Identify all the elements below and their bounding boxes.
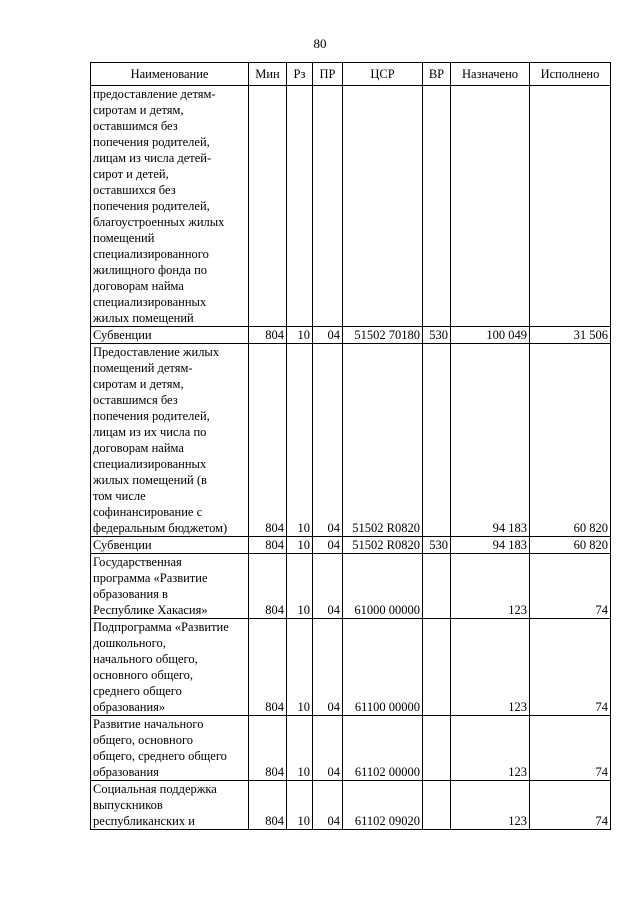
table-row <box>91 537 611 554</box>
row-executed: 60 820 <box>530 537 611 554</box>
row-csr: 51502 R0820 <box>343 344 423 537</box>
page-number: 80 <box>313 36 327 51</box>
row-rz <box>287 86 313 327</box>
row-min: 804 <box>249 781 287 830</box>
row-min: 804 <box>249 327 287 344</box>
row-executed: 60 820 <box>530 344 611 537</box>
row-assigned: 94 183 <box>451 537 530 554</box>
row-executed <box>530 86 611 327</box>
budget-table <box>90 62 611 830</box>
row-executed: 74 <box>530 554 611 619</box>
row-csr: 61000 00000 <box>343 554 423 619</box>
row-assigned: 123 <box>451 716 530 781</box>
row-vr <box>423 716 451 781</box>
header-name: Наименование <box>91 63 249 86</box>
header-row <box>91 63 611 86</box>
row-min: 804 <box>249 716 287 781</box>
row-pr: 04 <box>313 781 343 830</box>
row-assigned: 100 049 <box>451 327 530 344</box>
row-assigned: 123 <box>451 619 530 716</box>
row-pr: 04 <box>313 327 343 344</box>
row-min <box>249 86 287 327</box>
table-body <box>91 86 611 830</box>
row-assigned <box>451 86 530 327</box>
row-vr <box>423 781 451 830</box>
row-rz: 10 <box>287 327 313 344</box>
table-row <box>91 619 611 716</box>
row-min: 804 <box>249 554 287 619</box>
row-assigned: 123 <box>451 554 530 619</box>
header-csr: ЦСР <box>343 63 423 86</box>
table-row <box>91 327 611 344</box>
row-min: 804 <box>249 619 287 716</box>
table-row <box>91 86 611 327</box>
row-name: предоставление детям- сиротам и детям, оставшимся без попечения родителей, лицам из числа детей- сирот и детей, оставшихся без попечения родителей, благоустроенных жилых помещений специализированного жилищного фонда по договорам найма специализированных жилых помещений <box>91 86 249 327</box>
header-min: Мин <box>249 63 287 86</box>
row-csr: 51502 70180 <box>343 327 423 344</box>
row-rz: 10 <box>287 344 313 537</box>
row-pr: 04 <box>313 344 343 537</box>
table-row <box>91 554 611 619</box>
header-pr: ПР <box>313 63 343 86</box>
row-vr <box>423 619 451 716</box>
row-rz: 10 <box>287 537 313 554</box>
row-pr: 04 <box>313 619 343 716</box>
row-vr <box>423 344 451 537</box>
row-csr: 61100 00000 <box>343 619 423 716</box>
row-rz: 10 <box>287 554 313 619</box>
row-executed: 31 506 <box>530 327 611 344</box>
row-vr <box>423 86 451 327</box>
row-name: Развитие начального общего, основного общего, среднего общего образования <box>91 716 249 781</box>
row-name: Предоставление жилых помещений детям- сиротам и детям, оставшимся без попечения родителей, лицам из их числа по договорам найма специализированных жилых помещений (в том числе софинансирование с федеральным бюджетом) <box>91 344 249 537</box>
row-vr <box>423 554 451 619</box>
row-min: 804 <box>249 537 287 554</box>
row-assigned: 123 <box>451 781 530 830</box>
header-vr: ВР <box>423 63 451 86</box>
row-pr: 04 <box>313 537 343 554</box>
row-vr: 530 <box>423 327 451 344</box>
header-executed: Исполнено <box>530 63 611 86</box>
header-rz: Рз <box>287 63 313 86</box>
table-row <box>91 344 611 537</box>
row-name: Субвенции <box>91 327 249 344</box>
row-min: 804 <box>249 344 287 537</box>
row-rz: 10 <box>287 619 313 716</box>
row-assigned: 94 183 <box>451 344 530 537</box>
row-executed: 74 <box>530 716 611 781</box>
row-name: Субвенции <box>91 537 249 554</box>
row-name: Государственная программа «Развитие образования в Республике Хакасия» <box>91 554 249 619</box>
row-pr <box>313 86 343 327</box>
row-vr: 530 <box>423 537 451 554</box>
row-csr: 61102 00000 <box>343 716 423 781</box>
row-csr: 51502 R0820 <box>343 537 423 554</box>
table-row <box>91 716 611 781</box>
table-header <box>91 63 611 86</box>
row-csr: 61102 09020 <box>343 781 423 830</box>
row-executed: 74 <box>530 781 611 830</box>
row-csr <box>343 86 423 327</box>
table-row <box>91 781 611 830</box>
row-name: Социальная поддержка выпускников республиканских и <box>91 781 249 830</box>
row-executed: 74 <box>530 619 611 716</box>
row-rz: 10 <box>287 781 313 830</box>
row-pr: 04 <box>313 716 343 781</box>
row-pr: 04 <box>313 554 343 619</box>
row-name: Подпрограмма «Развитие дошкольного, начального общего, основного общего, среднего общего образования» <box>91 619 249 716</box>
header-assigned: Назначено <box>451 63 530 86</box>
row-rz: 10 <box>287 716 313 781</box>
